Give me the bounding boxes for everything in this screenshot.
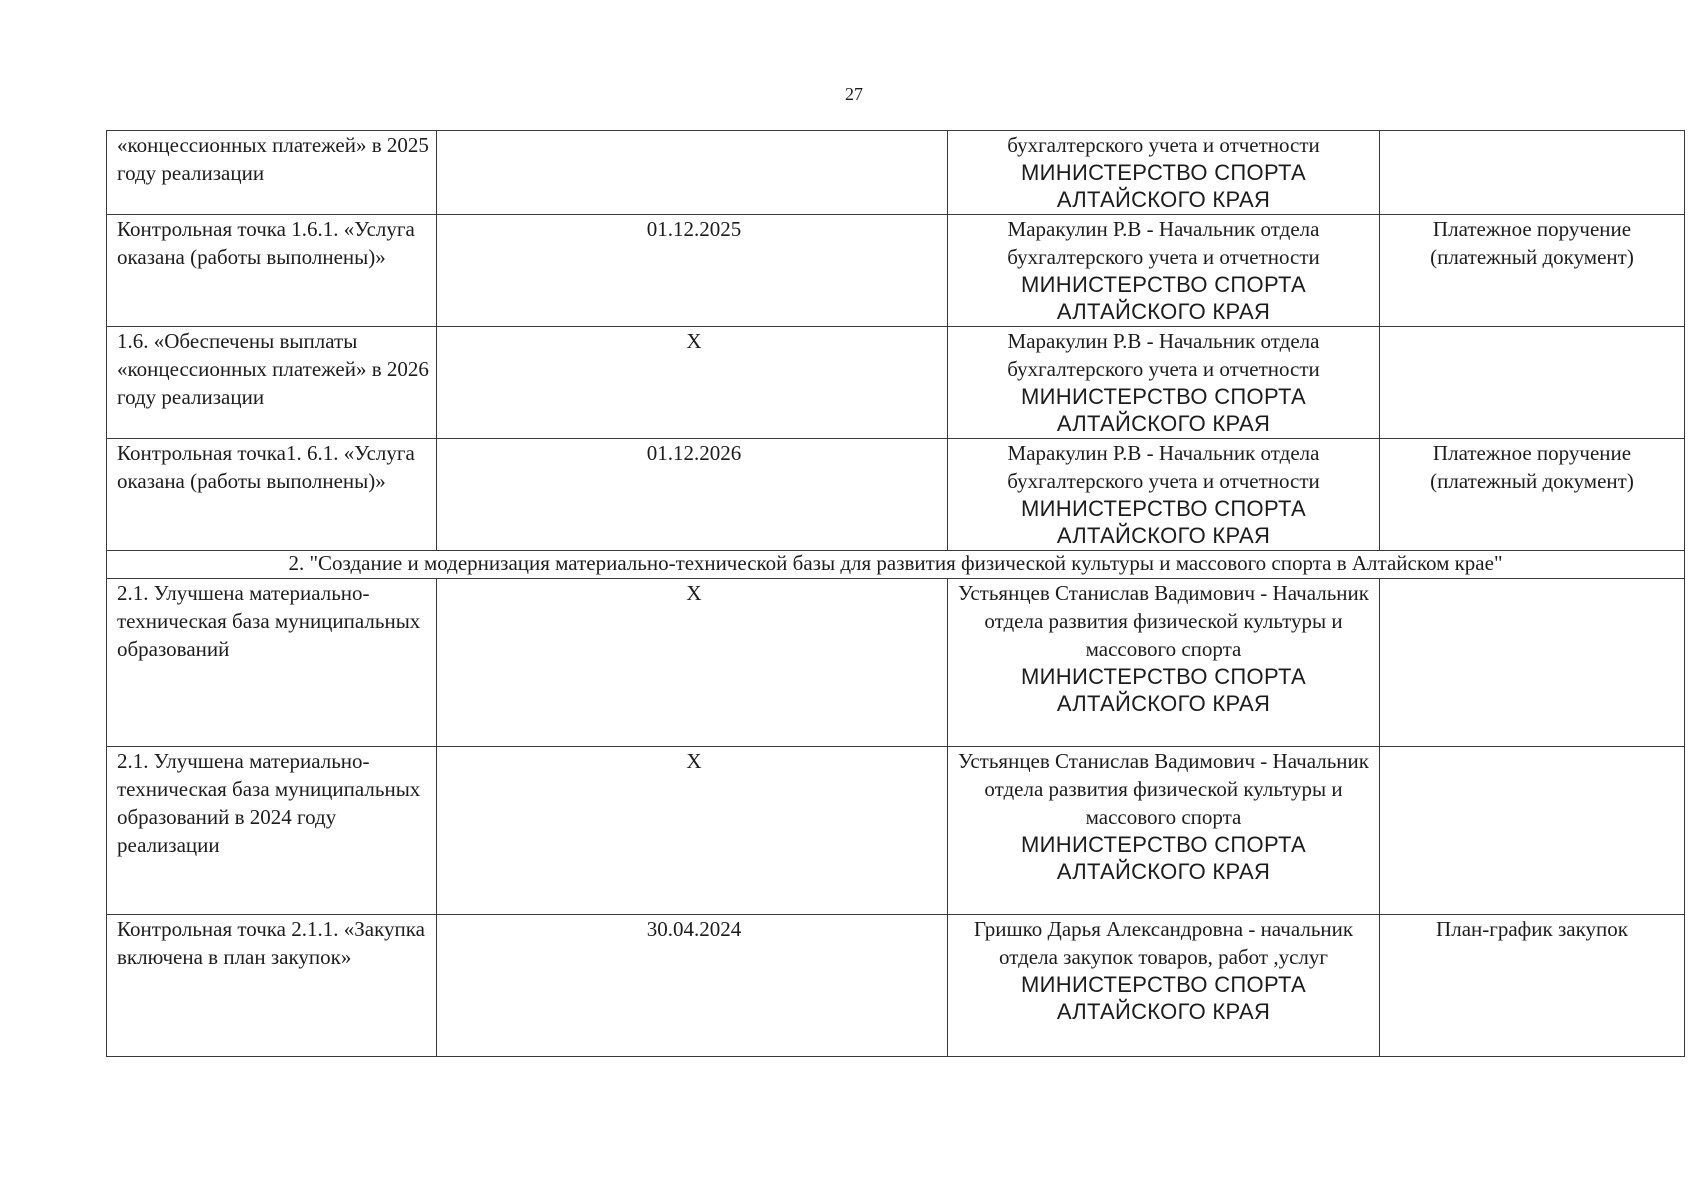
deadline-cell: 01.12.2025 bbox=[437, 215, 948, 327]
event-name-cell: Контрольная точка 2.1.1. «Закупка включена в план закупок» bbox=[107, 915, 437, 1057]
deadline-cell: X bbox=[437, 327, 948, 439]
responsible-text: Маракулин Р.В - Начальник отдела бухгалтерского учета и отчетности bbox=[1007, 217, 1320, 269]
deadline-cell: 30.04.2024 bbox=[437, 915, 948, 1057]
event-name-cell: «концессионных платежей» в 2025 году реализации bbox=[107, 131, 437, 215]
organization-text: МИНИСТЕРСТВО СПОРТА АЛТАЙСКОГО КРАЯ bbox=[1021, 832, 1306, 884]
deadline-cell bbox=[437, 131, 948, 215]
responsible-cell bbox=[948, 131, 1380, 215]
section-row bbox=[107, 551, 1685, 579]
responsible-text: Гришко Дарья Александровна - начальник отдела закупок товаров, работ ,услуг bbox=[973, 917, 1354, 969]
document-cell bbox=[1380, 747, 1685, 915]
page-number: 27 bbox=[845, 84, 863, 104]
responsible-text: Устьянцев Станислав Вадимович - Начальник отдела развития физической культуры и массового спорта bbox=[958, 749, 1369, 829]
table-row bbox=[107, 131, 1685, 215]
responsible-cell bbox=[948, 439, 1380, 551]
organization-text: МИНИСТЕРСТВО СПОРТА АЛТАЙСКОГО КРАЯ bbox=[1021, 664, 1306, 716]
responsible-text: Маракулин Р.В - Начальник отдела бухгалтерского учета и отчетности bbox=[1007, 441, 1320, 493]
organization-text: МИНИСТЕРСТВО СПОРТА АЛТАЙСКОГО КРАЯ bbox=[1021, 384, 1306, 436]
event-name-cell: 1.6. «Обеспечены выплаты «концессионных платежей» в 2026 году реализации bbox=[107, 327, 437, 439]
organization-text: МИНИСТЕРСТВО СПОРТА АЛТАЙСКОГО КРАЯ bbox=[1021, 972, 1306, 1024]
section-title: 2. "Создание и модернизация материально-технической базы для развития физической культуры и массового спорта в Алтайском крае" bbox=[107, 551, 1685, 579]
responsible-cell bbox=[948, 215, 1380, 327]
table-row bbox=[107, 215, 1685, 327]
organization-text: МИНИСТЕРСТВО СПОРТА АЛТАЙСКОГО КРАЯ bbox=[1021, 160, 1306, 212]
organization-text: МИНИСТЕРСТВО СПОРТА АЛТАЙСКОГО КРАЯ bbox=[1021, 496, 1306, 548]
responsible-cell bbox=[948, 327, 1380, 439]
document-cell: Платежное поручение (платежный документ) bbox=[1380, 439, 1685, 551]
event-name-cell: 2.1. Улучшена материально-техническая база муниципальных образований в 2024 году реализации bbox=[107, 747, 437, 915]
deadline-cell: X bbox=[437, 747, 948, 915]
table-row bbox=[107, 439, 1685, 551]
responsible-cell bbox=[948, 915, 1380, 1057]
event-name-cell: 2.1. Улучшена материально-техническая база муниципальных образований bbox=[107, 579, 437, 747]
organization-text: МИНИСТЕРСТВО СПОРТА АЛТАЙСКОГО КРАЯ bbox=[1021, 272, 1306, 324]
table-row bbox=[107, 915, 1685, 1057]
document-cell bbox=[1380, 327, 1685, 439]
plan-table bbox=[106, 130, 1685, 1057]
document-cell bbox=[1380, 131, 1685, 215]
responsible-text: бухгалтерского учета и отчетности bbox=[1007, 133, 1320, 157]
responsible-text: Устьянцев Станислав Вадимович - Начальник отдела развития физической культуры и массового спорта bbox=[958, 581, 1369, 661]
document-cell bbox=[1380, 579, 1685, 747]
responsible-cell bbox=[948, 747, 1380, 915]
table-row bbox=[107, 327, 1685, 439]
event-name-cell: Контрольная точка 1.6.1. «Услуга оказана (работы выполнены)» bbox=[107, 215, 437, 327]
document-cell: Платежное поручение (платежный документ) bbox=[1380, 215, 1685, 327]
deadline-cell: X bbox=[437, 579, 948, 747]
deadline-cell: 01.12.2026 bbox=[437, 439, 948, 551]
table-row bbox=[107, 747, 1685, 915]
table-row bbox=[107, 579, 1685, 747]
responsible-text: Маракулин Р.В - Начальник отдела бухгалтерского учета и отчетности bbox=[1007, 329, 1320, 381]
responsible-cell bbox=[948, 579, 1380, 747]
document-cell: План-график закупок bbox=[1380, 915, 1685, 1057]
event-name-cell: Контрольная точка1. 6.1. «Услуга оказана (работы выполнены)» bbox=[107, 439, 437, 551]
